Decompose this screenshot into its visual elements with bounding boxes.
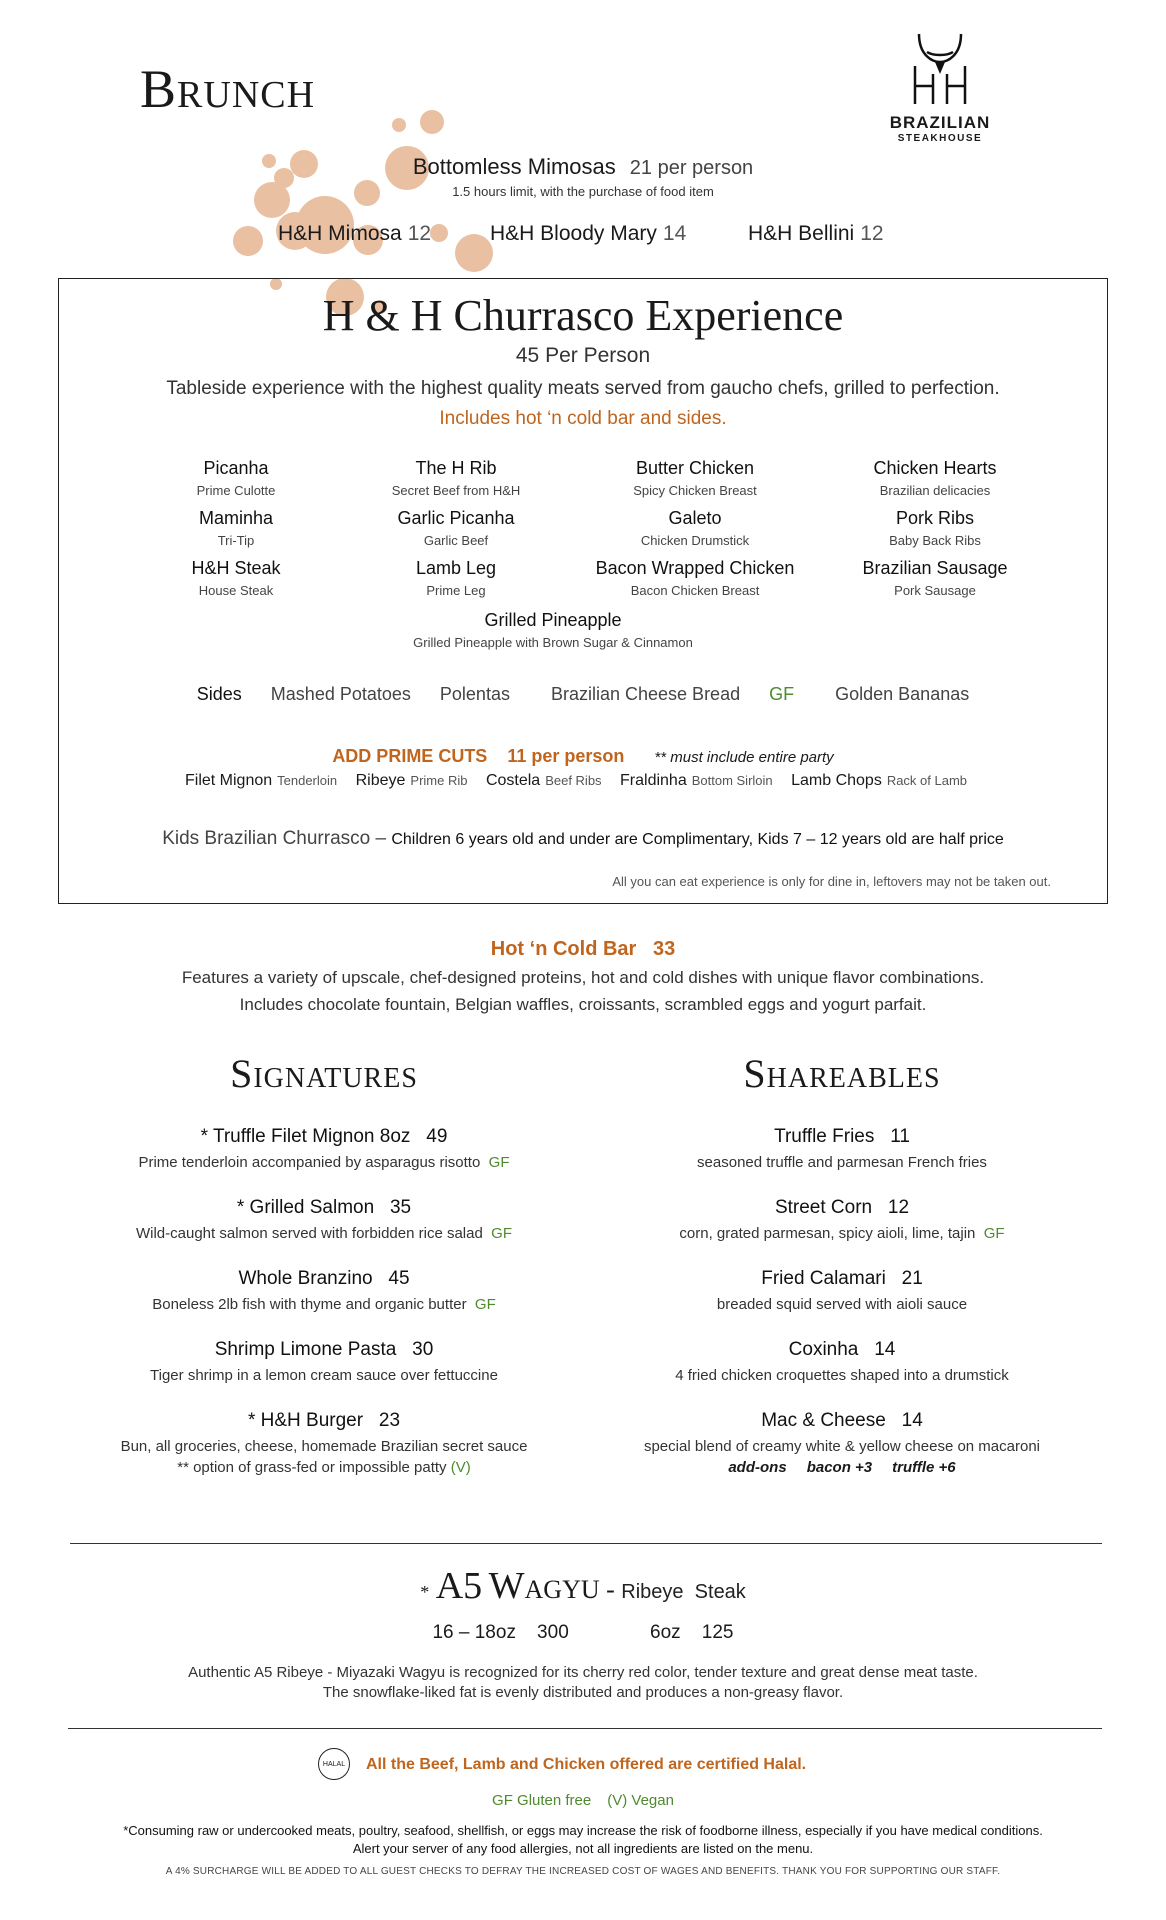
prime-cuts-label: ADD PRIME CUTS xyxy=(332,746,488,766)
side-item: Mashed Potatoes xyxy=(270,684,411,704)
meat-item: Galeto Chicken Drumstick xyxy=(640,508,750,548)
wagyu-prices: 16 – 18oz 300 6oz 125 xyxy=(432,1622,734,1643)
prime-cut-item: Lamb Chops Rack of Lamb xyxy=(791,772,968,789)
wagyu-description: The snowflake-liked fat is evenly distributed and produces a non-greasy flavor. xyxy=(322,1684,844,1701)
prime-cuts-price: 11 per person xyxy=(507,746,625,766)
prime-cuts-note: ** must include entire party xyxy=(654,749,834,766)
bottomless-note: 1.5 hours limit, with the purchase of food item xyxy=(452,184,714,199)
side-item: Polentas xyxy=(439,684,510,704)
signature-item: Whole Branzino 45 Boneless 2lb fish with thyme and organic butter GF xyxy=(152,1268,496,1313)
churrasco-includes: Includes hot ‘n cold bar and sides. xyxy=(439,408,727,429)
halal-note: All the Beef, Lamb and Chicken offered are certified Halal. xyxy=(366,1756,807,1773)
dine-in-note: All you can eat experience is only for dine in, leftovers may not be taken out. xyxy=(612,874,1051,889)
side-item: Brazilian Cheese Bread GF xyxy=(550,684,795,704)
halal-icon: HALAL xyxy=(318,1748,350,1780)
prime-cut-item: Costela Beef Ribs xyxy=(485,772,602,789)
signature-item: Shrimp Limone Pasta 30 Tiger shrimp in a lemon cream sauce over fettuccine xyxy=(150,1339,498,1384)
shareable-item: Coxinha 14 4 fried chicken croquettes shaped into a drumstick xyxy=(675,1339,1009,1384)
prime-cuts-row xyxy=(0,772,1166,790)
churrasco-description: Tableside experience with the highest quality meats served from gaucho chefs, grilled to perfection. xyxy=(166,378,1000,399)
prime-cuts-header xyxy=(0,746,1166,767)
meat-item: Picanha Prime Culotte xyxy=(196,458,276,498)
bottomless-price: 21 per person xyxy=(629,157,754,179)
surcharge-note: A 4% SURCHARGE WILL BE ADDED TO ALL GUEST CHECKS TO DEFRAY THE INCREASED COST OF WAGES AND BENEFITS. THANK YOU FOR SUPPORTING OUR STAFF. xyxy=(165,1866,1001,1877)
signature-item: * H&H Burger 23 Bun, all groceries, cheese, homemade Brazilian secret sauce ** option of grass-fed or impossible patty (V) xyxy=(120,1410,528,1476)
divider xyxy=(70,1543,1102,1544)
meat-item: Pork Ribs Baby Back Ribs xyxy=(889,508,981,548)
gf-tag: GF xyxy=(769,684,795,704)
diet-legend: GF Gluten free (V) Vegan xyxy=(492,1792,674,1809)
meat-item: Grilled Pineapple Grilled Pineapple with Brown Sugar & Cinnamon xyxy=(413,610,693,650)
mac-cheese-addons: add-ons bacon +3 truffle +6 xyxy=(728,1459,956,1476)
sides-row xyxy=(0,684,1166,705)
shareable-item: Truffle Fries 11 seasoned truffle and parmesan French fries xyxy=(697,1126,987,1171)
meat-item: Bacon Wrapped Chicken Bacon Chicken Breast xyxy=(595,558,795,598)
brand-subtitle: STEAKHOUSE xyxy=(897,133,983,144)
drink-item: H&H Mimosa 12 xyxy=(278,222,432,245)
brand-name: BRAZILIAN xyxy=(889,113,991,132)
hot-cold-description: Features a variety of upscale, chef-designed proteins, hot and cold dishes with unique flavor combinations. xyxy=(181,968,985,987)
shareables-heading: SHAREABLES xyxy=(743,1051,941,1096)
churrasco-price: 45 Per Person xyxy=(515,344,651,367)
side-item: Golden Bananas xyxy=(835,684,970,704)
kids-pricing: Kids Brazilian Churrasco – Children 6 years old and under are Complimentary, Kids 7 – 12 years old are half price xyxy=(162,828,1004,849)
signature-item: * Truffle Filet Mignon 8oz 49 Prime tenderloin accompanied by asparagus risotto GF xyxy=(138,1126,510,1171)
meat-item: Maminha Tri-Tip xyxy=(198,508,274,548)
horns-h-icon xyxy=(905,30,975,106)
brand-logo xyxy=(880,30,1000,144)
allergy-disclaimer: Alert your server of any food allergies, not all ingredients are listed on the menu. xyxy=(352,1841,814,1856)
meat-item: Butter Chicken Spicy Chicken Breast xyxy=(633,458,757,498)
prime-cut-item: Filet Mignon Tenderloin xyxy=(184,772,338,789)
meat-item: Lamb Leg Prime Leg xyxy=(415,558,497,598)
drink-item: H&H Bloody Mary 14 xyxy=(490,222,687,245)
shareable-item: Mac & Cheese 14 special blend of creamy white & yellow cheese on macaroni add-ons bacon +3 truffle +6 xyxy=(592,1410,1092,1476)
meat-item: Garlic Picanha Garlic Beef xyxy=(397,508,515,548)
brunch-title: BRUNCH xyxy=(140,59,316,119)
churrasco-title: H & H Churrasco Experience xyxy=(322,291,844,340)
hot-cold-description: Includes chocolate fountain, Belgian waffles, croissants, scrambled eggs and yogurt parfait. xyxy=(239,995,927,1014)
bottomless-mimosas xyxy=(0,154,1166,180)
wagyu-description: Authentic A5 Ribeye - Miyazaki Wagyu is recognized for its cherry red color, tender texture and great dense meat taste. xyxy=(188,1664,978,1681)
signatures-heading: SIGNATURES xyxy=(230,1051,418,1096)
meat-item: H&H Steak House Steak xyxy=(191,558,281,598)
signature-item: * Grilled Salmon 35 Wild-caught salmon served with forbidden rice salad GF xyxy=(135,1197,513,1242)
food-safety-disclaimer: *Consuming raw or undercooked meats, poultry, seafood, shellfish, or eggs may increase the risk of foodborne illness, especially if you have medical conditions. xyxy=(123,1823,1043,1838)
sides-label: Sides xyxy=(196,684,242,704)
shareable-item: Street Corn 12 corn, grated parmesan, spicy aioli, lime, tajin GF xyxy=(679,1197,1005,1242)
meat-item: The H Rib Secret Beef from H&H xyxy=(391,458,521,498)
prime-cut-item: Ribeye Prime Rib xyxy=(355,772,468,789)
divider xyxy=(68,1728,1102,1729)
wagyu-title: * A5 WAGYU - Ribeye Steak xyxy=(420,1565,746,1607)
meat-item: Chicken Hearts Brazilian delicacies xyxy=(873,458,997,498)
prime-cut-item: Fraldinha Bottom Sirloin xyxy=(620,772,773,789)
bottomless-label: Bottomless Mimosas xyxy=(412,154,616,179)
hot-cold-bar-title: Hot ‘n Cold Bar 33 xyxy=(490,938,676,960)
drink-item: H&H Bellini 12 xyxy=(748,222,884,245)
meat-item: Brazilian Sausage Pork Sausage xyxy=(862,558,1008,598)
shareable-item: Fried Calamari 21 breaded squid served with aioli sauce xyxy=(716,1268,968,1313)
